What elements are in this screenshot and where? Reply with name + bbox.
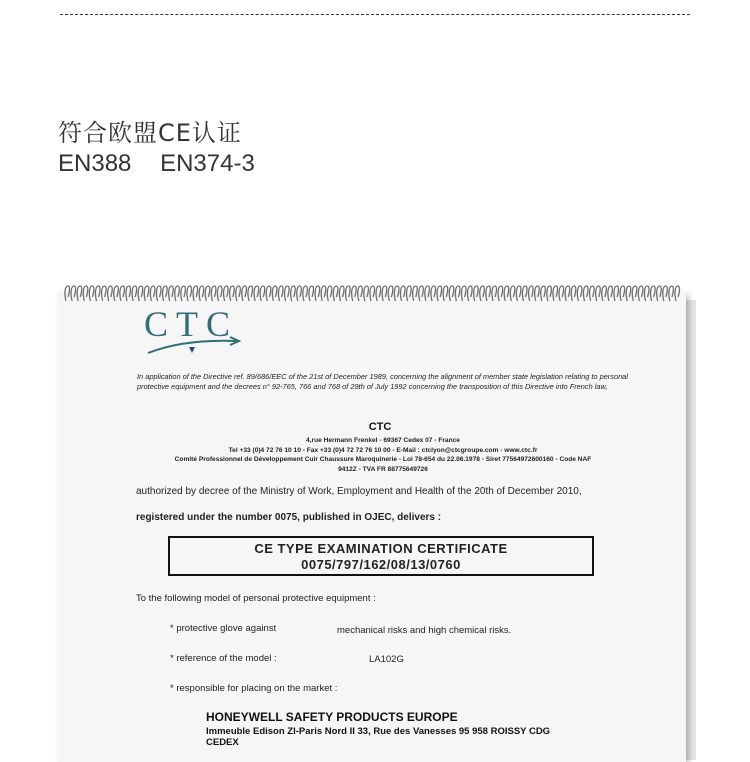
spiral-coil bbox=[449, 286, 454, 301]
spiral-coil bbox=[254, 286, 259, 301]
item-label-glove: * protective glove against bbox=[170, 623, 277, 634]
spiral-coil bbox=[297, 286, 302, 301]
spiral-coil bbox=[169, 286, 174, 301]
spiral-coil bbox=[663, 286, 668, 301]
spiral-coil bbox=[504, 286, 509, 301]
spiral-coil bbox=[163, 286, 168, 301]
registered-paragraph: registered under the number 0075, published in OJEC, delivers : bbox=[136, 512, 442, 523]
spiral-coil bbox=[187, 286, 192, 301]
spiral-coil bbox=[516, 286, 521, 301]
spiral-coil bbox=[77, 286, 82, 301]
spiral-coil bbox=[150, 286, 155, 301]
spiral-coil bbox=[181, 286, 186, 301]
spiral-coil bbox=[620, 286, 625, 301]
spiral-coil bbox=[388, 286, 393, 301]
spiral-coil bbox=[370, 286, 375, 301]
spiral-coil bbox=[510, 286, 515, 301]
spiral-coil bbox=[120, 286, 125, 301]
spiral-coil bbox=[358, 286, 363, 301]
spiral-coil bbox=[583, 286, 588, 301]
spiral-coil bbox=[132, 286, 137, 301]
spiral-coil bbox=[315, 286, 320, 301]
spiral-coil bbox=[474, 286, 479, 301]
spiral-coil bbox=[95, 286, 100, 301]
spiral-coil bbox=[303, 286, 308, 301]
spiral-coil bbox=[89, 286, 94, 301]
ce-certification-heading: 符合欧盟CE认证 bbox=[58, 119, 242, 147]
spiral-coil bbox=[291, 286, 296, 301]
company-address-2: CEDEX bbox=[206, 737, 239, 748]
spiral-coil bbox=[352, 286, 357, 301]
directive-paragraph: In application of the Directive ref. 89/686/EEC of the 21st of December 1989, concerning the alignment of member state legislation relating to personal protective equipment and the decrees n° 92-765, 766 and 768 of 29th of July 1992 concerning the transposition of this Directive into French law, bbox=[137, 372, 628, 391]
standard-en388: EN388 bbox=[58, 150, 132, 177]
spiral-coil bbox=[376, 286, 381, 301]
spiral-coil bbox=[644, 286, 649, 301]
spiral-coil bbox=[492, 286, 497, 301]
certificate-number: 0075/797/162/08/13/0760 bbox=[301, 557, 461, 572]
certificate-title-box bbox=[168, 536, 594, 576]
spiral-coil bbox=[102, 286, 107, 301]
spiral-coil bbox=[443, 286, 448, 301]
spiral-coil bbox=[419, 286, 424, 301]
spiral-coil bbox=[565, 286, 570, 301]
ctc-logo bbox=[144, 303, 244, 361]
company-name: HONEYWELL SAFETY PRODUCTS EUROPE bbox=[206, 710, 458, 724]
spiral-coil bbox=[577, 286, 582, 301]
ctc-logo-text: CTC bbox=[144, 304, 239, 344]
spiral-binding bbox=[62, 283, 682, 305]
spiral-coil bbox=[596, 286, 601, 301]
spiral-coil bbox=[126, 286, 131, 301]
item-value-glove: mechanical risks and high chemical risks. bbox=[337, 625, 512, 636]
spiral-coil bbox=[242, 286, 247, 301]
authorized-paragraph: authorized by decree of the Ministry of Work, Employment and Health of the 20th of December 2010, bbox=[136, 486, 582, 497]
item-value-model: LA102G bbox=[369, 654, 404, 665]
spiral-coil bbox=[199, 286, 204, 301]
standard-en374: EN374-3 bbox=[160, 150, 255, 177]
spiral-coil bbox=[498, 286, 503, 301]
spiral-coil bbox=[602, 286, 607, 301]
logo-swoosh-icon bbox=[144, 303, 244, 361]
spiral-coil bbox=[559, 286, 564, 301]
top-dashed-divider bbox=[60, 14, 690, 15]
item-label-model: * reference of the model : bbox=[170, 653, 277, 664]
spiral-coil bbox=[217, 286, 222, 301]
spiral-coil bbox=[333, 286, 338, 301]
spiral-coil bbox=[413, 286, 418, 301]
org-name: CTC bbox=[368, 421, 392, 433]
spiral-coil bbox=[632, 286, 637, 301]
spiral-coil bbox=[193, 286, 198, 301]
address-line: 9412Z - TVA FR 88775649726 bbox=[338, 465, 428, 473]
spiral-coil bbox=[114, 286, 119, 301]
spiral-coil bbox=[266, 286, 271, 301]
spiral-coil bbox=[394, 286, 399, 301]
spiral-coil bbox=[236, 286, 241, 301]
item-label-responsible: * responsible for placing on the market : bbox=[170, 683, 338, 694]
spiral-coil bbox=[260, 286, 265, 301]
spiral-coil bbox=[144, 286, 149, 301]
spiral-coil bbox=[65, 286, 70, 301]
standards-line bbox=[58, 150, 277, 178]
spiral-coil bbox=[321, 286, 326, 301]
spiral-coil bbox=[211, 286, 216, 301]
spiral-coil bbox=[108, 286, 113, 301]
certificate-sheet bbox=[58, 292, 686, 762]
spiral-coil bbox=[425, 286, 430, 301]
address-line: Comité Professionnel de Développement Cuir Chaussure Maroquinerie - Loi 78-654 du 22.06.1978 - Siret 77564972600160 - Code NAF bbox=[174, 456, 592, 463]
company-address: Immeuble Edison ZI-Paris Nord II 33, Rue des Vanesses 95 958 ROISSY CDG bbox=[206, 726, 551, 737]
spiral-coil bbox=[455, 286, 460, 301]
spiral-coil bbox=[553, 286, 558, 301]
spiral-coil bbox=[529, 286, 534, 301]
spiral-coil bbox=[83, 286, 88, 301]
spiral-coil bbox=[175, 286, 180, 301]
org-address bbox=[128, 436, 638, 474]
spiral-coil bbox=[461, 286, 466, 301]
spiral-coil bbox=[608, 286, 613, 301]
spiral-coil bbox=[230, 286, 235, 301]
spiral-coil bbox=[278, 286, 283, 301]
spiral-coil bbox=[382, 286, 387, 301]
spiral-coil bbox=[590, 286, 595, 301]
certificate-title: CE TYPE EXAMINATION CERTIFICATE bbox=[254, 541, 508, 556]
spiral-coil bbox=[400, 286, 405, 301]
spiral-coil bbox=[364, 286, 369, 301]
spiral-coil bbox=[224, 286, 229, 301]
spiral-coil bbox=[156, 286, 161, 301]
spiral-coil bbox=[638, 286, 643, 301]
spiral-coil bbox=[138, 286, 143, 301]
spiral-coil bbox=[309, 286, 314, 301]
spiral-coil bbox=[327, 286, 332, 301]
address-line: 4,rue Hermann Frenkel - 69367 Cedex 07 - France bbox=[306, 437, 460, 444]
address-line: Tel +33 (0)4 72 76 10 10 - Fax +33 (0)4 72 72 76 10 00 - E-Mail : ctclyon@ctcgroupe.com - www.ctc.fr bbox=[228, 446, 538, 454]
spiral-coil bbox=[541, 286, 546, 301]
spiral-coil bbox=[205, 286, 210, 301]
spiral-coil bbox=[547, 286, 552, 301]
spiral-coil bbox=[71, 286, 76, 301]
spiral-coil bbox=[535, 286, 540, 301]
spiral-coil bbox=[468, 286, 473, 301]
spiral-coil bbox=[614, 286, 619, 301]
spiral-coil bbox=[480, 286, 485, 301]
spiral-coil bbox=[651, 286, 656, 301]
spiral-coil bbox=[626, 286, 631, 301]
spiral-coil bbox=[272, 286, 277, 301]
spiral-coil bbox=[675, 286, 680, 301]
spiral-coil bbox=[437, 286, 442, 301]
spiral-coil bbox=[248, 286, 253, 301]
spiral-coil bbox=[571, 286, 576, 301]
spiral-coil bbox=[522, 286, 527, 301]
spiral-coil bbox=[346, 286, 351, 301]
spiral-coil bbox=[285, 286, 290, 301]
spiral-coil bbox=[407, 286, 412, 301]
spiral-coil bbox=[657, 286, 662, 301]
spiral-coil bbox=[339, 286, 344, 301]
spiral-coil bbox=[486, 286, 491, 301]
model-intro: To the following model of personal protective equipment : bbox=[136, 593, 376, 604]
spiral-coil bbox=[431, 286, 436, 301]
spiral-coil bbox=[669, 286, 674, 301]
